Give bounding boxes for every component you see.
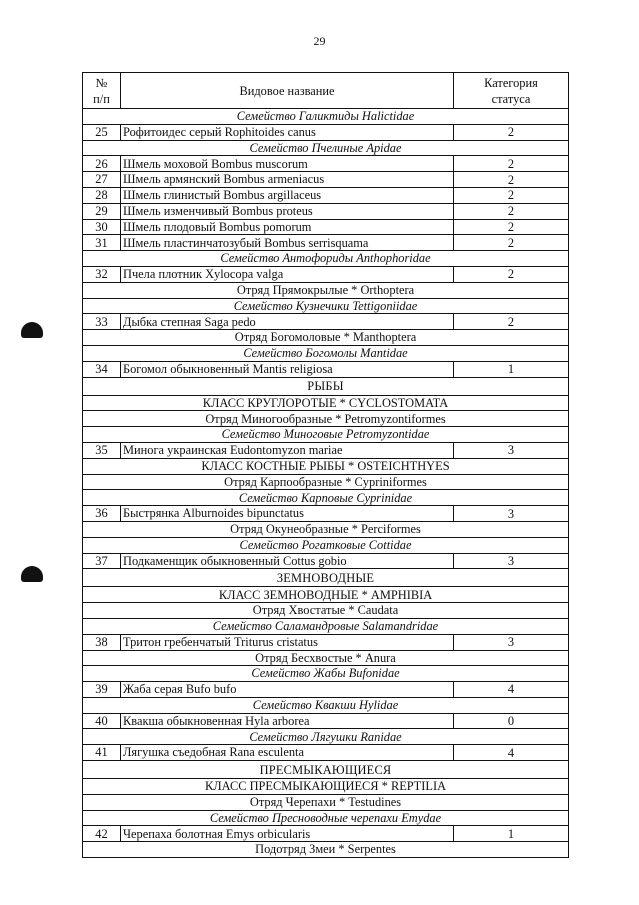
family-heading: Семейство Лягушки Ranidae bbox=[83, 729, 569, 745]
species-number: 25 bbox=[83, 124, 121, 140]
family-heading-row bbox=[83, 427, 569, 443]
table-row bbox=[83, 553, 569, 569]
species-number: 33 bbox=[83, 314, 121, 330]
species-number: 42 bbox=[83, 826, 121, 842]
species-number: 29 bbox=[83, 203, 121, 219]
species-number: 31 bbox=[83, 235, 121, 251]
family-heading: Семейство Квакши Hylidae bbox=[83, 697, 569, 713]
header-category: Категория статуса bbox=[454, 73, 569, 109]
species-number: 26 bbox=[83, 156, 121, 172]
family-heading: Семейство Богомолы Mantidae bbox=[83, 345, 569, 361]
table-row bbox=[83, 219, 569, 235]
status-category: 2 bbox=[454, 314, 569, 330]
species-name: Шмель пластинчатозубый Bombus serrisquama bbox=[121, 235, 454, 251]
species-name: Лягушка съедобная Rana esculenta bbox=[121, 745, 454, 761]
status-category: 2 bbox=[454, 219, 569, 235]
species-name: Подкаменщик обыкновенный Cottus gobio bbox=[121, 553, 454, 569]
family-heading: Семейство Карповые Cyprinidae bbox=[83, 490, 569, 506]
taxon-group-heading-row bbox=[83, 330, 569, 346]
status-category: 1 bbox=[454, 361, 569, 377]
table-row bbox=[83, 442, 569, 458]
taxon-group-heading-row bbox=[83, 794, 569, 810]
species-number: 41 bbox=[83, 745, 121, 761]
species-number: 34 bbox=[83, 361, 121, 377]
status-category: 3 bbox=[454, 506, 569, 522]
table-row bbox=[83, 156, 569, 172]
table-row bbox=[83, 266, 569, 282]
species-name: Быстрянка Alburnoides bipunctatus bbox=[121, 506, 454, 522]
taxon-group-heading-row bbox=[83, 411, 569, 427]
family-heading-row bbox=[83, 490, 569, 506]
species-name: Богомол обыкновенный Mantis religiosa bbox=[121, 361, 454, 377]
table-row bbox=[83, 826, 569, 842]
taxon-group-heading: Отряд Бесхвостые * Anura bbox=[83, 650, 569, 666]
species-number: 28 bbox=[83, 187, 121, 203]
table-row bbox=[83, 506, 569, 522]
family-heading: Семейство Миноговые Petromyzontidae bbox=[83, 427, 569, 443]
header-num: № п/п bbox=[83, 73, 121, 109]
taxon-group-heading-row bbox=[83, 474, 569, 490]
page-number: 29 bbox=[313, 34, 326, 48]
taxon-group-heading: Отряд Окунеобразные * Perciformes bbox=[83, 521, 569, 537]
table-row bbox=[83, 172, 569, 188]
table-row bbox=[83, 124, 569, 140]
taxon-group-heading: Отряд Богомоловые * Manthoptera bbox=[83, 330, 569, 346]
section-heading: ЗЕМНОВОДНЫЕ bbox=[83, 569, 569, 587]
section-heading: ПРЕСМЫКАЮЩИЕСЯ bbox=[83, 761, 569, 779]
taxon-group-heading: Отряд Миногообразные * Petromyzontiformes bbox=[83, 411, 569, 427]
species-number: 32 bbox=[83, 266, 121, 282]
taxon-group-heading-row bbox=[83, 779, 569, 795]
table-row bbox=[83, 682, 569, 698]
species-name: Шмель глинистый Bombus argillaceus bbox=[121, 187, 454, 203]
family-heading-row bbox=[83, 697, 569, 713]
table-row bbox=[83, 314, 569, 330]
taxon-group-heading: КЛАСС ПРЕСМЫКАЮЩИЕСЯ * REPTILIA bbox=[83, 779, 569, 795]
species-number: 37 bbox=[83, 553, 121, 569]
species-number: 38 bbox=[83, 634, 121, 650]
status-category: 2 bbox=[454, 235, 569, 251]
family-heading-row bbox=[83, 537, 569, 553]
table-row bbox=[83, 745, 569, 761]
header-name: Видовое название bbox=[121, 73, 454, 109]
family-heading: Семейство Саламандровые Salamandridae bbox=[83, 618, 569, 634]
taxon-group-heading: Подотряд Змеи * Serpentes bbox=[83, 842, 569, 858]
taxon-group-heading: Отряд Хвостатые * Caudata bbox=[83, 603, 569, 619]
species-name: Шмель армянский Bombus armeniacus bbox=[121, 172, 454, 188]
species-number: 35 bbox=[83, 442, 121, 458]
species-name: Квакша обыкновенная Hyla arborea bbox=[121, 713, 454, 729]
species-number: 36 bbox=[83, 506, 121, 522]
table-body bbox=[83, 109, 569, 858]
species-number: 39 bbox=[83, 682, 121, 698]
species-table bbox=[82, 72, 569, 858]
family-heading-row bbox=[83, 729, 569, 745]
taxon-group-heading-row bbox=[83, 282, 569, 298]
taxon-group-heading: Отряд Карпообразные * Cypriniformes bbox=[83, 474, 569, 490]
family-heading-row bbox=[83, 618, 569, 634]
family-heading: Семейство Пчелиные Apidae bbox=[83, 140, 569, 156]
table-row bbox=[83, 634, 569, 650]
status-category: 2 bbox=[454, 124, 569, 140]
species-number: 27 bbox=[83, 172, 121, 188]
taxon-group-heading-row bbox=[83, 650, 569, 666]
table-row bbox=[83, 713, 569, 729]
taxon-group-heading: КЛАСС КРУГЛОРОТЫЕ * CYCLOSTOMATA bbox=[83, 395, 569, 411]
status-category: 4 bbox=[454, 682, 569, 698]
species-name: Дыбка степная Saga pedo bbox=[121, 314, 454, 330]
species-name: Шмель изменчивый Bombus proteus bbox=[121, 203, 454, 219]
status-category: 3 bbox=[454, 553, 569, 569]
taxon-group-heading-row bbox=[83, 587, 569, 603]
species-name: Тритон гребенчатый Triturus cristatus bbox=[121, 634, 454, 650]
status-category: 2 bbox=[454, 203, 569, 219]
table-row bbox=[83, 235, 569, 251]
taxon-group-heading-row bbox=[83, 603, 569, 619]
taxon-group-heading: КЛАСС ЗЕМНОВОДНЫЕ * AMPHIBIA bbox=[83, 587, 569, 603]
species-name: Пчела плотник Xylocopa valga bbox=[121, 266, 454, 282]
section-heading-row bbox=[83, 761, 569, 779]
status-category: 2 bbox=[454, 156, 569, 172]
section-heading-row bbox=[83, 377, 569, 395]
taxon-group-heading: Отряд Черепахи * Testudines bbox=[83, 794, 569, 810]
table-row bbox=[83, 187, 569, 203]
status-category: 0 bbox=[454, 713, 569, 729]
family-heading: Семейство Пресноводные черепахи Emydae bbox=[83, 810, 569, 826]
status-category: 3 bbox=[454, 442, 569, 458]
species-name: Шмель плодовый Bombus pomorum bbox=[121, 219, 454, 235]
table-row bbox=[83, 203, 569, 219]
taxon-group-heading: КЛАСС КОСТНЫЕ РЫБЫ * OSTEICHTHYES bbox=[83, 458, 569, 474]
species-number: 40 bbox=[83, 713, 121, 729]
species-number: 30 bbox=[83, 219, 121, 235]
taxon-group-heading-row bbox=[83, 521, 569, 537]
family-heading: Семейство Галиктиды Halictidae bbox=[83, 109, 569, 125]
taxon-group-heading-row bbox=[83, 458, 569, 474]
family-heading-row bbox=[83, 109, 569, 125]
species-name: Шмель моховой Bombus muscorum bbox=[121, 156, 454, 172]
species-name: Рофитоидес серый Rophitoides canus bbox=[121, 124, 454, 140]
status-category: 2 bbox=[454, 172, 569, 188]
punch-hole-mark-top bbox=[21, 322, 43, 338]
family-heading-row bbox=[83, 345, 569, 361]
family-heading-row bbox=[83, 666, 569, 682]
status-category: 2 bbox=[454, 187, 569, 203]
family-heading-row bbox=[83, 140, 569, 156]
status-category: 3 bbox=[454, 634, 569, 650]
family-heading-row bbox=[83, 251, 569, 267]
taxon-group-heading-row bbox=[83, 395, 569, 411]
family-heading: Семейство Кузнечики Tettigoniidae bbox=[83, 298, 569, 314]
species-name: Черепаха болотная Emys orbicularis bbox=[121, 826, 454, 842]
punch-hole-mark-bottom bbox=[21, 566, 43, 582]
table-row bbox=[83, 361, 569, 377]
section-heading-row bbox=[83, 569, 569, 587]
taxon-group-heading: Отряд Прямокрылые * Orthoptera bbox=[83, 282, 569, 298]
taxon-group-heading-row bbox=[83, 842, 569, 858]
family-heading-row bbox=[83, 298, 569, 314]
species-name: Жаба серая Bufo bufo bbox=[121, 682, 454, 698]
status-category: 1 bbox=[454, 826, 569, 842]
species-name: Минога украинская Eudontomyzon mariae bbox=[121, 442, 454, 458]
status-category: 2 bbox=[454, 266, 569, 282]
family-heading-row bbox=[83, 810, 569, 826]
family-heading: Семейство Жабы Bufonidae bbox=[83, 666, 569, 682]
family-heading: Семейство Рогатковые Cottidae bbox=[83, 537, 569, 553]
family-heading: Семейство Антофориды Anthophoridae bbox=[83, 251, 569, 267]
section-heading: РЫБЫ bbox=[83, 377, 569, 395]
status-category: 4 bbox=[454, 745, 569, 761]
table-header-row bbox=[83, 73, 569, 109]
